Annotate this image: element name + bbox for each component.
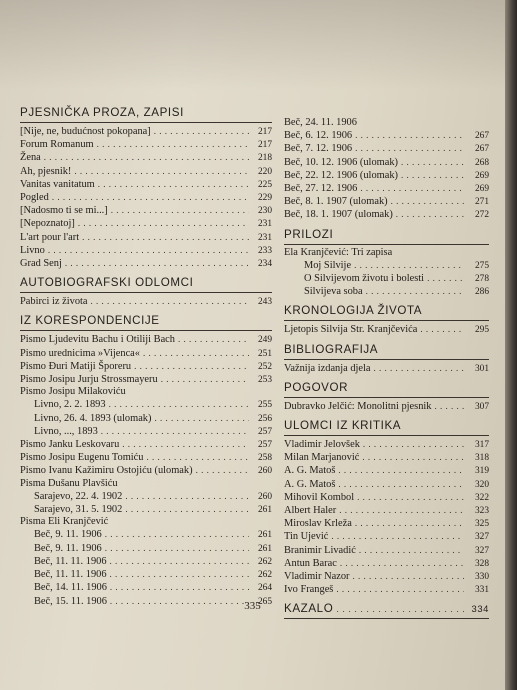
entry-title: Pismo urednicima »Vijenca«: [20, 347, 140, 359]
leader-dots: [110, 555, 249, 567]
leader-dots: [338, 464, 464, 476]
toc-entry: [20, 138, 272, 151]
leader-dots: [401, 169, 464, 181]
entry-title: Beč, 6. 12. 1906: [284, 130, 353, 142]
entry-title: Beč, 22. 12. 1906 (ulomak): [284, 169, 398, 181]
toc-entry: [284, 557, 489, 570]
leader-dots: [374, 362, 464, 374]
entry-title: Pisma Eli Kranjčević: [20, 516, 109, 528]
entry-title: Miroslav Krleža: [284, 518, 352, 530]
entry-page-number: 317: [474, 440, 489, 451]
entry-page-number: 301: [474, 363, 489, 374]
section-page-number: 334: [471, 603, 489, 615]
entry-title: Branimir Livadić: [284, 544, 356, 556]
toc-entry: [20, 204, 272, 217]
leader-dots: [366, 285, 464, 297]
toc-entry: [284, 169, 489, 182]
leader-dots: [401, 156, 464, 168]
leader-dots: [353, 570, 465, 582]
entry-title: Beč, 8. 1. 1907 (ulomak): [284, 196, 388, 208]
entry-page-number: 253: [257, 375, 272, 386]
entry-page-number: 328: [474, 558, 489, 569]
leader-dots: [178, 333, 249, 345]
entry-page-number: 268: [474, 157, 489, 168]
leader-dots: [44, 151, 249, 163]
entry-title: Livno: [20, 244, 45, 256]
entry-page-number: 327: [474, 532, 489, 543]
entry-page-number: 275: [474, 260, 489, 271]
entry-title: Ah, pjesnik!: [20, 165, 72, 177]
leader-dots: [98, 178, 249, 190]
leader-dots: [134, 360, 249, 372]
entry-title: Silvijeva soba: [304, 286, 363, 298]
toc-entry: [284, 438, 489, 451]
leader-dots: [154, 412, 249, 424]
entry-title: Albert Haler: [284, 505, 337, 517]
toc-entry: [20, 244, 272, 257]
leader-dots: [354, 259, 464, 271]
leader-dots: [427, 272, 464, 284]
toc-entry: [20, 478, 272, 490]
toc-entry: [284, 208, 489, 221]
entry-title: Beč, 11. 11. 1906: [34, 555, 107, 567]
section-heading: PJESNIČKA PROZA, ZAPISI: [20, 106, 272, 123]
leader-dots: [362, 451, 464, 463]
toc-entry: [20, 151, 272, 164]
entry-page-number: 278: [474, 274, 489, 285]
leader-dots: [74, 165, 249, 177]
leader-dots: [125, 490, 249, 502]
leader-dots: [363, 438, 464, 450]
entry-title: Tin Ujević: [284, 531, 329, 543]
entry-page-number: 327: [474, 545, 489, 556]
entry-page-number: 307: [474, 401, 489, 412]
leader-dots: [109, 398, 249, 410]
entry-page-number: 267: [474, 144, 489, 155]
section-heading: ULOMCI IZ KRITIKA: [284, 419, 489, 436]
toc-entry: [284, 129, 489, 142]
toc-entry: [284, 362, 489, 375]
toc-entry: [20, 581, 272, 594]
entry-page-number: 251: [257, 348, 272, 359]
entry-title: Beč, 11. 11. 1906: [34, 569, 107, 581]
entry-title: L'art pour l'art: [20, 231, 80, 243]
toc-entry: [20, 386, 272, 398]
entry-page-number: 220: [257, 166, 272, 177]
entry-title: Beč, 24. 11. 1906: [284, 117, 357, 128]
entry-page-number: 286: [474, 287, 489, 298]
toc-entry: [284, 530, 489, 543]
toc-entry: [284, 142, 489, 155]
leader-dots: [143, 347, 249, 359]
entry-page-number: 243: [257, 297, 272, 308]
section-heading: POGOVOR: [284, 381, 489, 398]
toc-entry: [20, 373, 272, 386]
toc-entry: [284, 504, 489, 517]
entry-page-number: 218: [257, 153, 272, 164]
entry-page-number: 257: [257, 440, 272, 451]
entry-title: Beč, 9. 11. 1906: [34, 542, 102, 554]
toc-entry: [20, 217, 272, 230]
entry-title: Grad Senj: [20, 258, 62, 270]
leader-dots: [97, 138, 249, 150]
entry-page-number: 271: [474, 197, 489, 208]
entry-page-number: 262: [257, 570, 272, 581]
entry-title: Sarajevo, 31. 5. 1902: [34, 504, 123, 516]
entry-page-number: 330: [474, 572, 489, 583]
entry-title: Dubravko Jelčić: Monolitni pjesnik: [284, 400, 432, 412]
toc-entry: [20, 347, 272, 360]
leader-dots: [125, 503, 249, 515]
entry-page-number: 325: [474, 519, 489, 530]
book-edge: [505, 0, 517, 690]
leader-dots: [154, 125, 249, 137]
toc-section: [20, 276, 272, 308]
section-heading: PRILOZI: [284, 228, 489, 245]
toc-entry: [20, 165, 272, 178]
entry-title: Sarajevo, 22. 4. 1902: [34, 490, 123, 502]
entry-page-number: 231: [257, 232, 272, 243]
entry-page-number: 319: [474, 466, 489, 477]
leader-dots: [355, 517, 464, 529]
toc-entry: [20, 178, 272, 191]
toc-entry: [20, 516, 272, 528]
leader-dots: [196, 464, 249, 476]
entry-page-number: 229: [257, 193, 272, 204]
entry-page-number: 256: [257, 413, 272, 424]
entry-title: [Nije, ne, budućnost pokopana]: [20, 126, 151, 137]
toc-entry: [284, 544, 489, 557]
entry-page-number: 255: [257, 400, 272, 411]
toc-entry: [20, 542, 272, 555]
leader-dots: [340, 557, 464, 569]
toc-entry: [20, 528, 272, 541]
entry-page-number: 260: [257, 491, 272, 502]
leader-dots: [339, 504, 464, 516]
entry-page-number: 323: [474, 506, 489, 517]
entry-title: Pismo Ljudevitu Bachu i Otiliji Bach: [20, 334, 175, 346]
leader-dots: [357, 491, 464, 503]
entry-page-number: 257: [257, 426, 272, 437]
leader-dots: [420, 323, 464, 335]
entry-page-number: 261: [257, 505, 272, 516]
entry-page-number: 269: [474, 170, 489, 181]
entry-title: Pismo Josipu Eugenu Tomiću: [20, 452, 144, 464]
entry-title: Pabirci iz života: [20, 296, 88, 308]
entry-title: Livno, 26. 4. 1893 (ulomak): [34, 412, 152, 424]
toc-entry: [284, 272, 489, 285]
leader-dots: [359, 544, 464, 556]
entry-page-number: 225: [257, 179, 272, 190]
section-heading: AUTOBIOGRAFSKI ODLOMCI: [20, 276, 272, 293]
toc-entry: [284, 451, 489, 464]
leader-dots: [355, 129, 464, 141]
entry-title: Vanitas vanitatum: [20, 178, 95, 190]
entry-page-number: 252: [257, 361, 272, 372]
entry-title: Beč, 18. 1. 1907 (ulomak): [284, 209, 393, 221]
toc-entry: [284, 195, 489, 208]
toc-entry: [20, 125, 272, 138]
entry-page-number: 261: [257, 530, 272, 541]
entry-title: Pismo Janku Leskovaru: [20, 439, 120, 451]
entry-page-number: 320: [474, 479, 489, 490]
toc-entry: [20, 490, 272, 503]
entry-title: [Nadosmo ti se mi...]: [20, 205, 108, 217]
leader-dots: [355, 142, 464, 154]
toc-entry: [20, 360, 272, 373]
leader-dots: [122, 438, 249, 450]
entry-title: Pismo Josipu Jurju Strossmayeru: [20, 374, 158, 386]
entry-page-number: 258: [257, 453, 272, 464]
entry-page-number: 234: [257, 259, 272, 270]
leader-dots: [391, 195, 464, 207]
toc-section: [284, 343, 489, 375]
toc-entry: [284, 156, 489, 169]
toc-entry: [284, 478, 489, 491]
entry-title: Livno, ..., 1893: [34, 425, 98, 437]
entry-page-number: 230: [257, 206, 272, 217]
leader-dots: [105, 542, 249, 554]
leader-dots: [65, 257, 249, 269]
toc-entry: [20, 295, 272, 308]
toc-entry: [20, 464, 272, 477]
entry-page-number: 272: [474, 210, 489, 221]
toc-entry: [284, 247, 489, 259]
toc-section: [20, 106, 272, 270]
toc-section: [284, 381, 489, 413]
leader-dots: [338, 478, 464, 490]
entry-title: Pisma Dušanu Plavšiću: [20, 477, 118, 489]
entry-page-number: 295: [474, 325, 489, 336]
leader-dots: [78, 217, 249, 229]
entry-title: Moj Silvije: [304, 259, 352, 271]
toc-entry: [284, 117, 489, 129]
entry-title: Beč, 7. 12. 1906: [284, 143, 353, 155]
section-heading-text: KAZALO: [284, 602, 334, 616]
entry-title: Pismo Đuri Matiji Šporeru: [20, 360, 132, 372]
entry-title: O Silvijevom životu i bolesti: [304, 273, 425, 285]
toc-entry: [20, 503, 272, 516]
leader-dots: [336, 583, 464, 595]
entry-page-number: 249: [257, 335, 272, 346]
toc-entry: [20, 398, 272, 411]
toc-section: [20, 314, 272, 607]
toc-entry: [20, 438, 272, 451]
entry-title: Ljetopis Silvija Str. Kranjčevića: [284, 324, 418, 336]
leader-dots: [161, 373, 249, 385]
entry-title: Antun Barac: [284, 557, 337, 569]
entry-title: A. G. Matoš: [284, 465, 336, 477]
toc-entry: [284, 464, 489, 477]
toc-right-column: [284, 117, 489, 625]
entry-title: A. G. Matoš: [284, 478, 336, 490]
toc-entry: [20, 568, 272, 581]
entry-page-number: 269: [474, 184, 489, 195]
toc-entry: [284, 400, 489, 413]
leader-dots: [105, 528, 249, 540]
page-number: 335: [244, 600, 261, 612]
entry-page-number: 267: [474, 131, 489, 142]
entry-title: Pogled: [20, 192, 49, 204]
toc-entry: [284, 491, 489, 504]
entry-title: Milan Marjanović: [284, 452, 360, 464]
entry-title: Forum Romanum: [20, 139, 94, 151]
entry-page-number: 264: [257, 583, 272, 594]
entry-page-number: 331: [474, 585, 489, 596]
entry-title: Žena: [20, 152, 41, 164]
leader-dots: [48, 244, 249, 256]
entry-page-number: 318: [474, 453, 489, 464]
entry-title: Važnija izdanja djela: [284, 362, 371, 374]
entry-title: Livno, 2. 2. 1893: [34, 399, 106, 411]
leader-dots: [331, 530, 464, 542]
entry-title: Vladimir Nazor: [284, 571, 350, 583]
section-heading: KRONOLOGIJA ŽIVOTA: [284, 304, 489, 321]
entry-title: Pismo Ivanu Kažimiru Ostojiću (ulomak): [20, 465, 193, 477]
entry-title: Beč, 27. 12. 1906: [284, 183, 358, 195]
entry-title: [Nepoznatoj]: [20, 218, 75, 230]
leader-dots: [52, 191, 249, 203]
toc-entry: [20, 257, 272, 270]
entry-title: Beč, 15. 11. 1906: [34, 595, 107, 607]
leader-dots: [360, 182, 464, 194]
toc-section: [284, 228, 489, 299]
toc-entry: [20, 191, 272, 204]
toc-entry: [284, 517, 489, 530]
entry-page-number: 261: [257, 543, 272, 554]
entry-page-number: 233: [257, 245, 272, 256]
toc-entry: [284, 570, 489, 583]
entry-page-number: 265: [257, 596, 272, 607]
toc-entry: [20, 451, 272, 464]
leader-dots: [101, 425, 249, 437]
entry-title: Mihovil Kombol: [284, 491, 355, 503]
leader-dots: [111, 204, 249, 216]
toc-left-column: [20, 106, 272, 614]
entry-title: Ivo Frangeš: [284, 584, 334, 596]
toc-section: [284, 117, 489, 222]
toc-entry: [20, 425, 272, 438]
toc-section: [284, 419, 489, 596]
leader-dots: [396, 208, 464, 220]
toc-entry: [20, 333, 272, 346]
leader-dots: [91, 295, 249, 307]
entry-title: Pismo Josipu Milakoviću: [20, 386, 126, 398]
entry-title: Beč, 9. 11. 1906: [34, 529, 102, 541]
entry-title: Beč, 14. 11. 1906: [34, 582, 107, 594]
entry-page-number: 231: [257, 219, 272, 230]
entry-page-number: 262: [257, 556, 272, 567]
entry-page-number: 217: [257, 140, 272, 151]
toc-entry: [20, 231, 272, 244]
toc-entry: [284, 285, 489, 298]
entry-page-number: 260: [257, 466, 272, 477]
entry-page-number: 322: [474, 492, 489, 503]
entry-title: Beč, 10. 12. 1906 (ulomak): [284, 156, 398, 168]
entry-title: Ela Kranjčević: Tri zapisa: [284, 246, 393, 258]
section-heading: IZ KORESPONDENCIJE: [20, 314, 272, 331]
leader-dots: [434, 400, 464, 412]
section-heading: BIBLIOGRAFIJA: [284, 343, 489, 360]
toc-entry: [20, 412, 272, 425]
toc-entry: [284, 182, 489, 195]
leader-dots: [82, 231, 249, 243]
toc-entry: [20, 555, 272, 568]
entry-title: Vladimir Jelovšek: [284, 439, 360, 451]
entry-page-number: 217: [257, 127, 272, 137]
leader-dots: [146, 451, 249, 463]
leader-dots: [110, 581, 249, 593]
toc-entry: [284, 259, 489, 272]
leader-dots: [110, 568, 249, 580]
toc-entry: [284, 323, 489, 336]
toc-section: [284, 304, 489, 336]
toc-entry: [284, 583, 489, 596]
